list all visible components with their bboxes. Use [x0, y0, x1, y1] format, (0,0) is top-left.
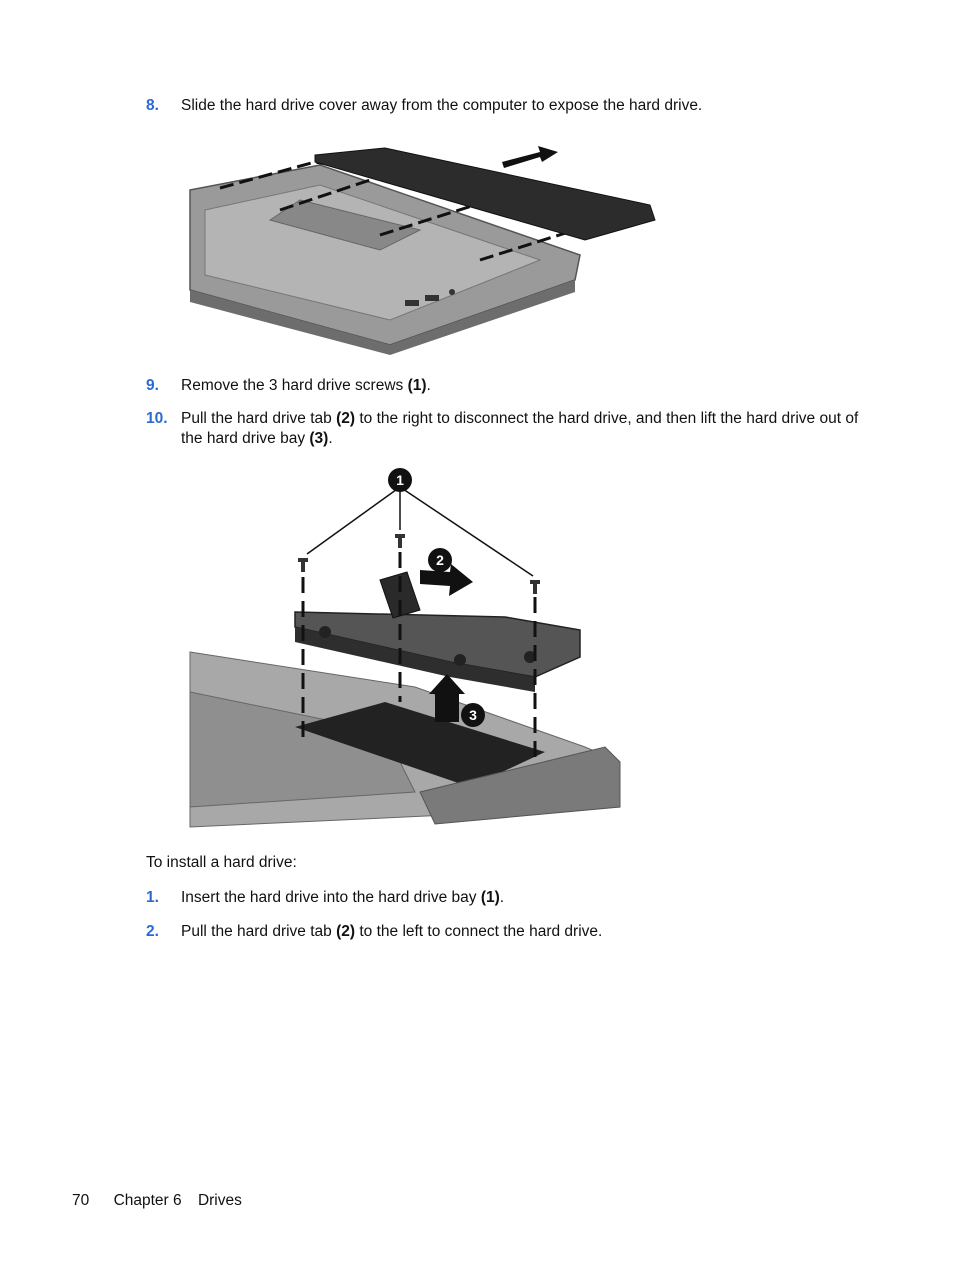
callout-label-3: 3	[469, 707, 477, 723]
callout-label-2: 2	[436, 552, 444, 568]
install-step-2	[146, 922, 876, 942]
callout-label-1: 1	[396, 472, 404, 488]
step-text: Remove the 3 hard drive screws (1).	[181, 377, 431, 394]
step-text: Slide the hard drive cover away from the computer to expose the hard drive.	[181, 97, 703, 114]
step-number: 8.	[146, 97, 159, 114]
step-text: Insert the hard drive into the hard drive bay (1).	[181, 889, 505, 906]
step-8	[146, 96, 876, 116]
callout-ref: (1)	[407, 377, 427, 394]
cover-removal-illustration	[180, 140, 670, 355]
step-9	[146, 376, 876, 396]
page-footer	[72, 1192, 242, 1210]
install-step-1	[146, 888, 876, 908]
callout-ref: (2)	[336, 410, 356, 427]
hard-drive-removal-illustration	[185, 462, 630, 834]
step-text: Pull the hard drive tab (2) to the left to connect the hard drive.	[181, 923, 603, 940]
step-text: Pull the hard drive tab (2) to the right to disconnect the hard drive, and then lift the hard drive out of the hard drive bay (3).	[181, 410, 859, 447]
page-number: 70	[72, 1192, 90, 1209]
callout-ref: (1)	[480, 889, 500, 906]
step-10	[146, 409, 876, 449]
step-number: 9.	[146, 377, 159, 394]
section-label: Drives	[197, 1192, 242, 1209]
callout-ref: (3)	[309, 430, 329, 447]
chapter-label: Chapter 6	[113, 1192, 182, 1209]
step-number: 1.	[146, 889, 159, 906]
step-number: 2.	[146, 923, 159, 940]
step-number: 10.	[146, 410, 168, 427]
callout-ref: (2)	[336, 923, 356, 940]
install-intro: To install a hard drive:	[146, 854, 297, 871]
